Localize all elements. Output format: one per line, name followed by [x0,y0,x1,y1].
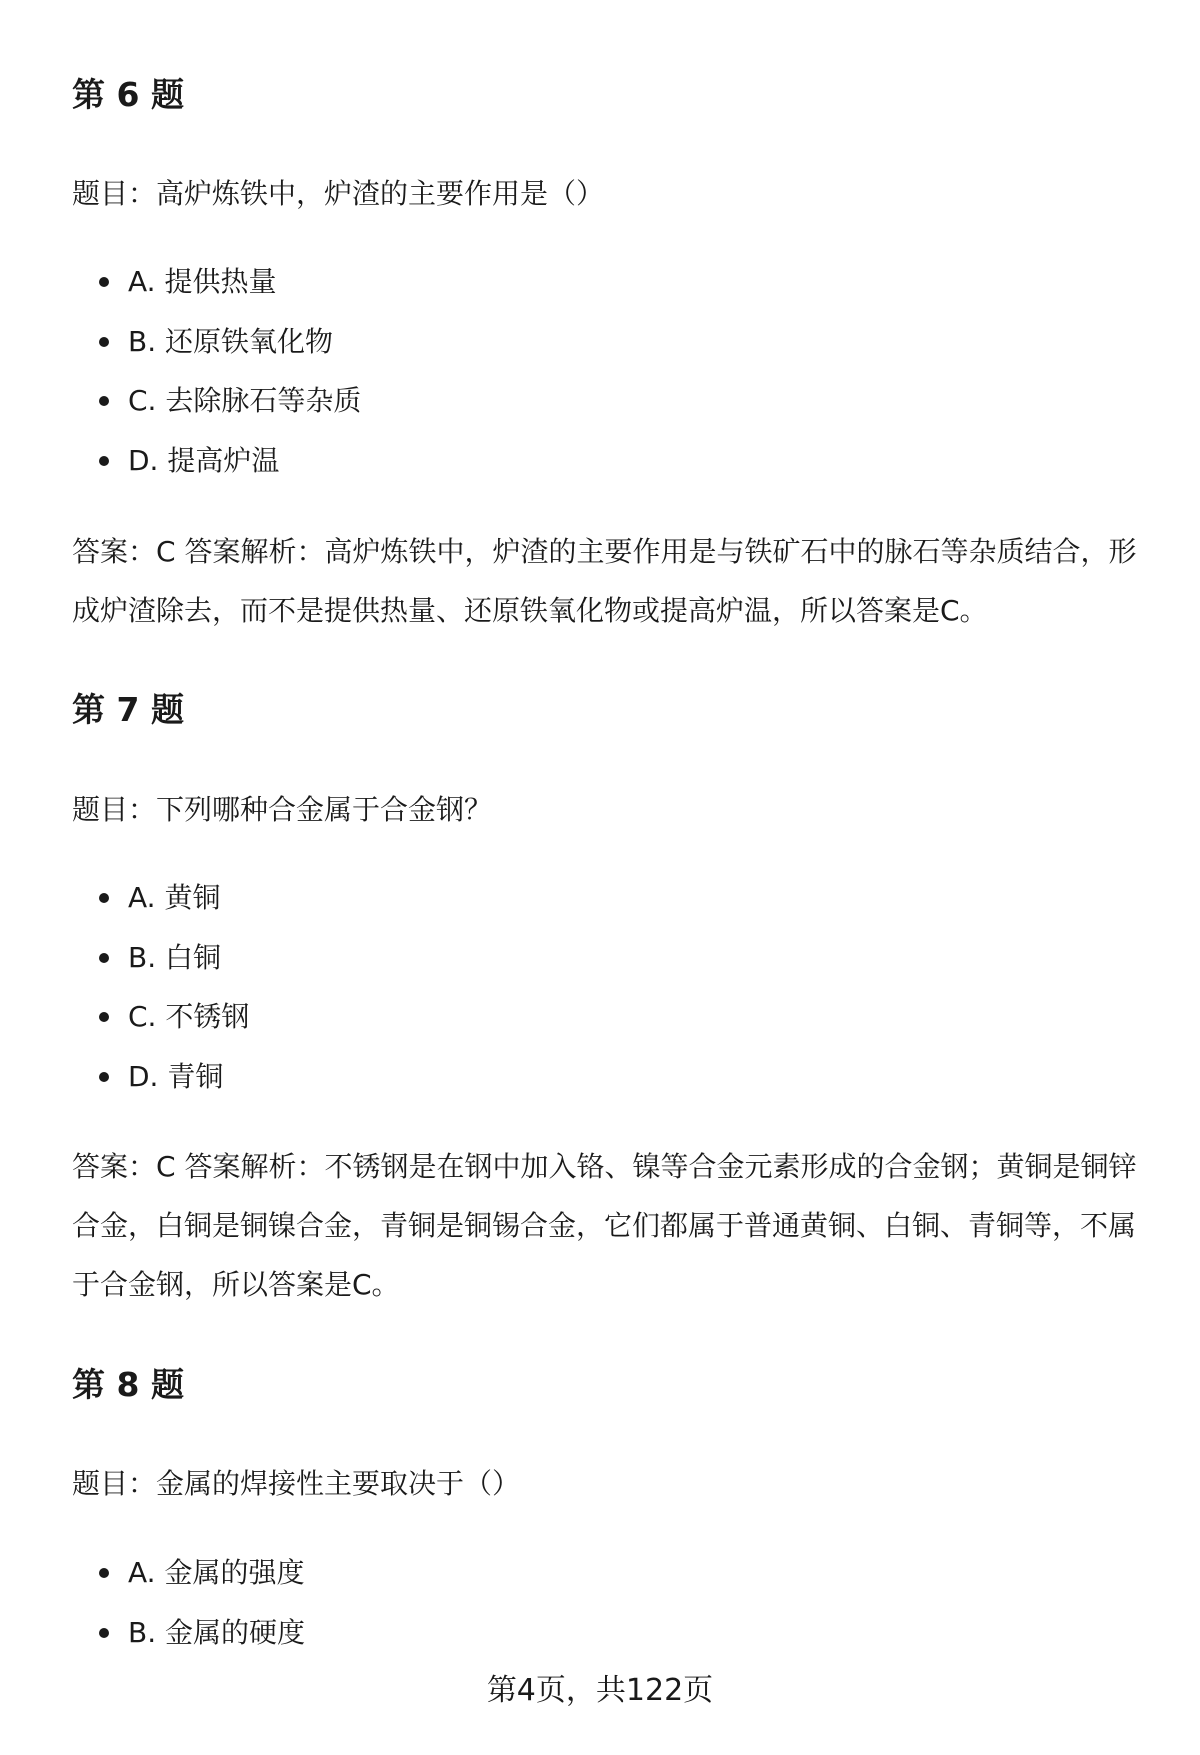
option-d: D. 青铜 [72,1047,249,1107]
question-7-options [72,868,249,1106]
option-a: A. 提供热量 [72,252,361,312]
question-6-stem: 题目：高炉炼铁中，炉渣的主要作用是（） [72,177,605,210]
option-c: C. 不锈钢 [72,987,249,1047]
question-7-heading: 第 7 题 [72,690,184,729]
question-8-stem: 题目：金属的焊接性主要取决于（） [72,1467,521,1500]
question-6-options [72,252,361,490]
page-number-footer: 第4页，共122页 [486,1673,714,1708]
option-c: C. 去除脉石等杂质 [72,371,361,431]
option-a: A. 金属的强度 [72,1543,305,1603]
question-7-answer: 答案：C 答案解析：不锈钢是在钢中加入铬、镍等合金元素形成的合金钢；黄铜是铜锌合金，白铜是铜镍合金，青铜是铜锡合金，它们都属于普通黄铜、白铜、青铜等，不属于合金钢，所以答案是C。 [72,1150,1137,1301]
option-b: B. 白铜 [72,928,249,988]
option-b: B. 金属的硬度 [72,1603,305,1663]
question-6-heading: 第 6 题 [72,75,184,114]
option-b: B. 还原铁氧化物 [72,312,361,372]
option-d: D. 提高炉温 [72,431,361,491]
question-7-stem: 题目：下列哪种合金属于合金钢？ [72,793,493,826]
question-6-answer: 答案：C 答案解析：高炉炼铁中，炉渣的主要作用是与铁矿石中的脉石等杂质结合，形成炉渣除去，而不是提供热量、还原铁氧化物或提高炉温，所以答案是C。 [72,535,1137,627]
question-8-options [72,1543,305,1662]
question-8-heading: 第 8 题 [72,1365,184,1404]
option-a: A. 黄铜 [72,868,249,928]
